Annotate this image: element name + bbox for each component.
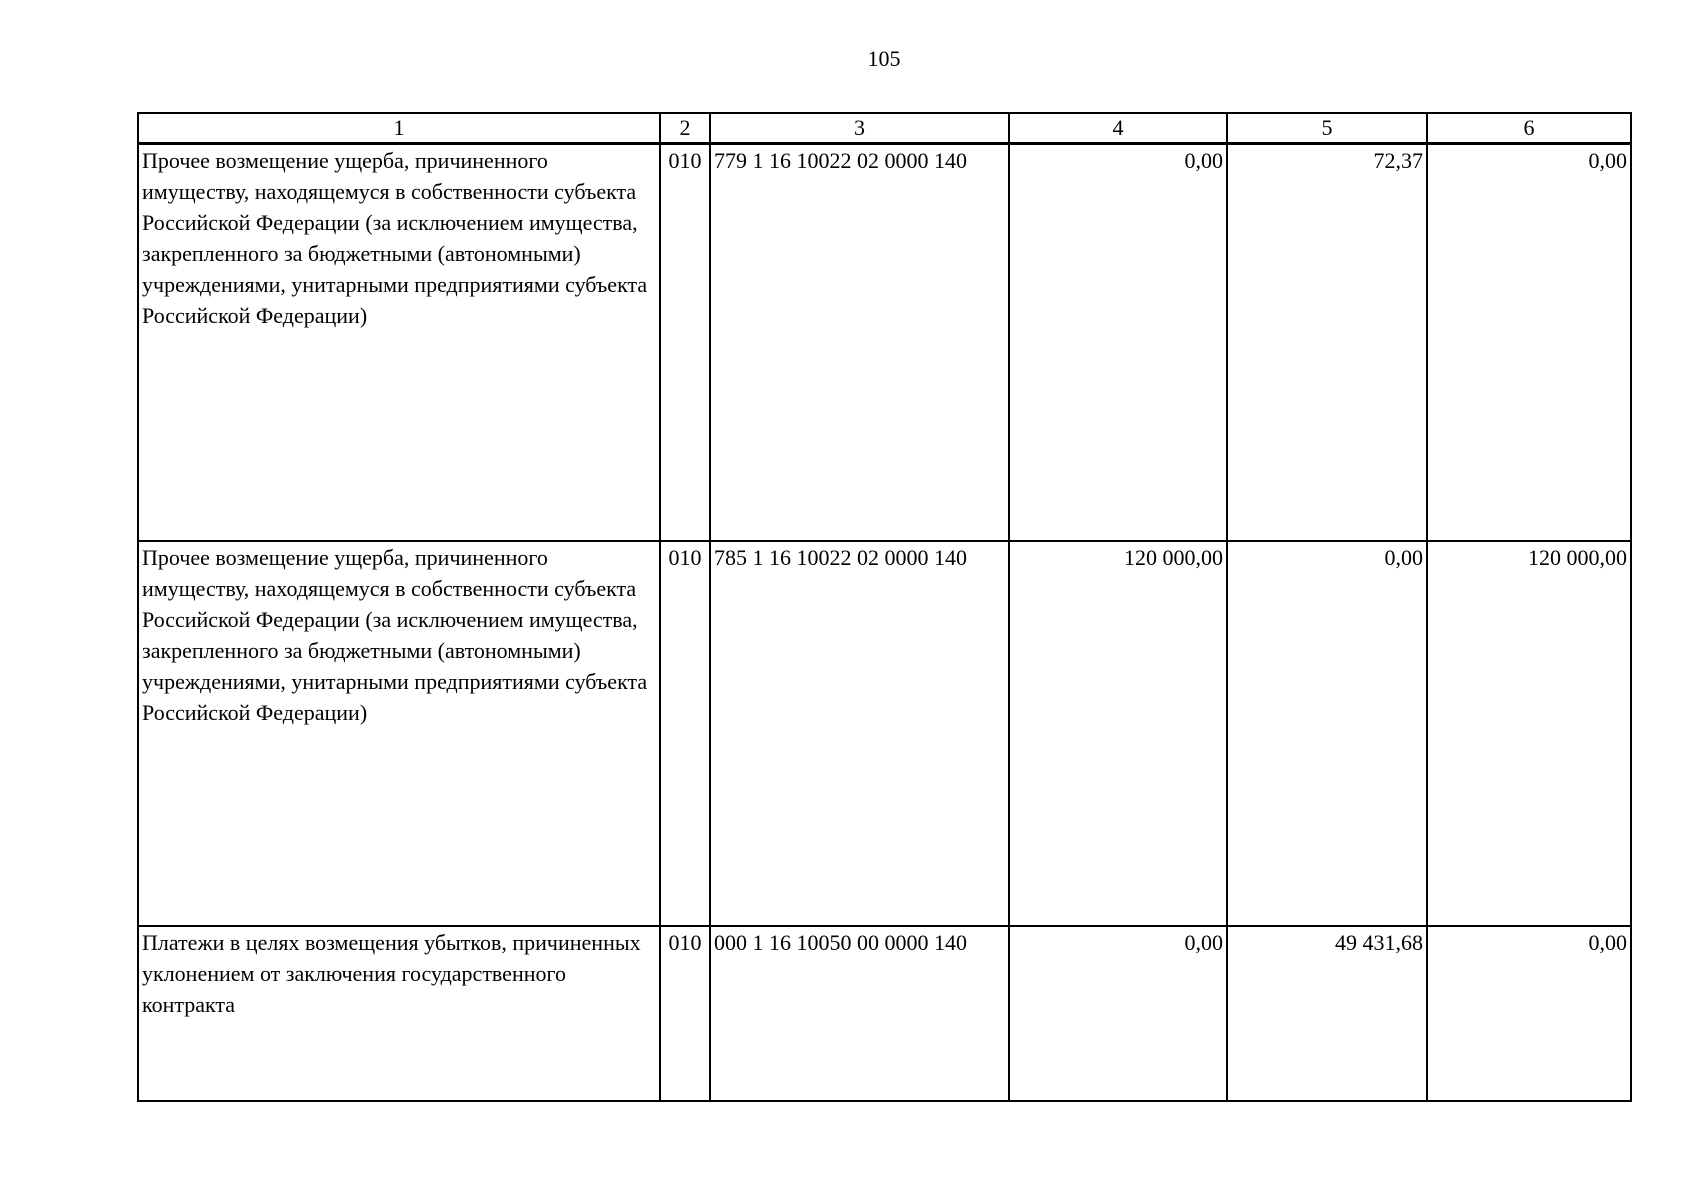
row-budget-code: 785 1 16 10022 02 0000 140 xyxy=(710,541,1009,926)
header-col-5: 5 xyxy=(1227,113,1427,144)
table-row xyxy=(138,144,1631,542)
row-name: Прочее возмещение ущерба, причиненного имуществу, находящемуся в собственности субъекта Российской Федерации (за исключением имущества, закрепленного за бюджетными (автономными) учреждениями, унитарными предприятиями субъекта Российской Федерации) xyxy=(138,541,660,926)
row-line-code: 010 xyxy=(660,926,710,1101)
row-col4-value: 0,00 xyxy=(1009,926,1227,1101)
row-name: Платежи в целях возмещения убытков, причиненных уклонением от заключения государственного контракта xyxy=(138,926,660,1101)
row-budget-code: 779 1 16 10022 02 0000 140 xyxy=(710,144,1009,542)
header-col-2: 2 xyxy=(660,113,710,144)
row-col5-value: 72,37 xyxy=(1227,144,1427,542)
row-col6-value: 0,00 xyxy=(1427,926,1631,1101)
row-col4-value: 0,00 xyxy=(1009,144,1227,542)
header-col-4: 4 xyxy=(1009,113,1227,144)
row-col5-value: 0,00 xyxy=(1227,541,1427,926)
header-row xyxy=(138,113,1631,144)
row-col6-value: 0,00 xyxy=(1427,144,1631,542)
table-row xyxy=(138,926,1631,1101)
row-col5-value: 49 431,68 xyxy=(1227,926,1427,1101)
header-col-6: 6 xyxy=(1427,113,1631,144)
header-col-3: 3 xyxy=(710,113,1009,144)
row-line-code: 010 xyxy=(660,144,710,542)
page-number: 105 xyxy=(867,46,901,71)
row-name: Прочее возмещение ущерба, причиненного имуществу, находящемуся в собственности субъекта Российской Федерации (за исключением имущества, закрепленного за бюджетными (автономными) учреждениями, унитарными предприятиями субъекта Российской Федерации) xyxy=(138,144,660,542)
row-col4-value: 120 000,00 xyxy=(1009,541,1227,926)
header-col-1: 1 xyxy=(138,113,660,144)
row-col6-value: 120 000,00 xyxy=(1427,541,1631,926)
row-line-code: 010 xyxy=(660,541,710,926)
report-table xyxy=(137,112,1632,1102)
table-row xyxy=(138,541,1631,926)
row-budget-code: 000 1 16 10050 00 0000 140 xyxy=(710,926,1009,1101)
